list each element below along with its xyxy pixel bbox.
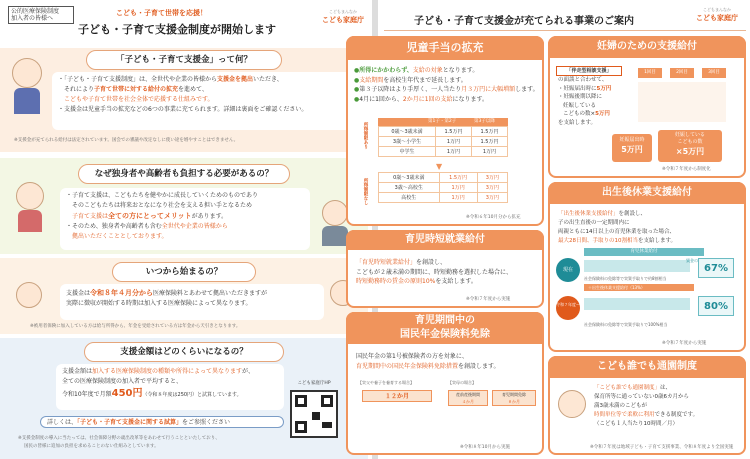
right-agency-logo: こどもまんなか こども家庭庁 (696, 7, 738, 22)
answer-when: 支援金は令和８年４月分から医療保険料とあわせて拠出いただきますが 実際に徴収が開始する時期は加入する医療保険によって異なります。 (60, 284, 324, 320)
left-page (0, 0, 372, 459)
note-what: ※支援金が充てられる給付は法定されています。国会での審議や改定なしに使い途を増やすことはできません。 (14, 138, 239, 143)
step-1: 1回目 (638, 68, 662, 78)
child-illustration (558, 390, 586, 418)
right-title: 子ども・子育て支援金が充てられる事業のご案内 (414, 16, 634, 27)
audience-tag: 公的医療保険制度 加入者の皆様へ (8, 6, 74, 24)
label-new: 令和７年度〜 (556, 296, 580, 320)
bar-new (584, 298, 690, 310)
ikuji-title: 育児時短就業給付 (346, 230, 544, 250)
step-2: 2回目 (670, 68, 694, 78)
question-what: 「子ども・子育て支援金」って何？ (86, 50, 282, 70)
answer-how-much: 支援金額は加入する医療保険制度の種類や所得によって異なりますが、 全ての医療保険制度の加入者で平均すると、 令和10年度で月額450円（令和８年度は250円）と試算しています。 (56, 364, 284, 410)
details-link[interactable]: 詳しくは、「子ども・子育て支援金に関する試算」をご参照ください (40, 416, 284, 428)
table-row: 中学生 1万円 1万円 (379, 147, 508, 157)
note-when: ※被用者保険に加入している方は給与所得から、年金を受給されている方は年金から天引きとなります。 (30, 324, 241, 329)
elderly-body-illustration (322, 226, 348, 246)
qr-caption: こども家庭庁HP (297, 381, 331, 386)
pct-new: 80% (698, 296, 734, 316)
table-row: 3歳〜高校生 1万円 3万円 (379, 183, 508, 193)
ninpu-note: ※令和７年度から制度化 (662, 167, 711, 172)
tsuen-note: ※令和７年度は地域子ども・子育て支援事業、令和８年度より全国実施 (590, 445, 734, 450)
woman-body-illustration (18, 210, 42, 232)
bar-head: 育児休業給付 (584, 248, 704, 256)
question-why: なぜ独身者や高齢者も負担する必要があるの？ (78, 164, 290, 184)
steps-illustration (638, 82, 726, 122)
table-row: 0歳〜3歳未満 1.5万円 3万円 (379, 173, 508, 183)
arrow-down-icon: ▼ (436, 162, 443, 171)
header-title: 子ども・子育て支援金制度が開始します (78, 23, 276, 36)
exemption-bar-father: １２か月 (362, 390, 432, 402)
kokunen-title: 育児期間中の 国民年金保険料免除 (346, 312, 544, 344)
tsuen-title: こども誰でも通園制度 (548, 356, 746, 378)
bar-new-label: ＋出生後休業支援給付（13%） (584, 284, 694, 291)
jidou-title: 児童手当の拡充 (346, 36, 544, 60)
exemption-bar-perinatal: 産前産後期間 ４か月 (448, 390, 488, 406)
section-ikuji: 育児時短就業給付 「育児時短就業給付」を創設し、 こどもが２歳未満の期間に、時短勤務を選択した場合に、 時短勤務時の賃金の原則10%を支給します。 ※令和７年度から実施 (346, 230, 544, 308)
table-row: 3歳〜小学生 1万円 1.5万円 (379, 137, 508, 147)
benefit-box-a: 妊娠届出時 5万円 (612, 134, 652, 162)
woman-illustration (16, 182, 44, 210)
table-after (378, 172, 508, 203)
man-illustration (12, 58, 42, 88)
shussei-title: 出生後休業支援給付 (548, 182, 746, 204)
section-tsuen: こども誰でも通園制度 「こども誰でも通園制度」は、 保育所等に通っていない0歳6カ月から 満3歳未満のこどもが 時間単位等で柔軟に利用できる制度です。 （こども１人当たり10時間／月） ※令和７年度は地域子ども・子育て支援事業、令和８年度より全国実施 (548, 356, 746, 455)
jidou-note: ※令和６年10月分から拡充 (466, 215, 521, 220)
section-jidou: 児童手当の拡充 ●所得にかかわらず、支給の対象となります。 ●支給期間を高校生年代まで延長します。 ●第３子以降はより手厚く、一人当たり月３万円に大幅増額します。 ●4月に1回から、2か月に1回の支給になります。 所得制限あり 所得制限なし 第1子・第2子 第3子以降 0歳〜3歳未満 1.5万円 1.5万円 3歳〜小学生 1万円 1.5万円 中学生 1万円 1万円 ▼ 0歳〜3歳未満 1.5万円 3万円 3歳〜高校生 1万円 3万円 高校生 1万円 3万円 ※令和６年10月分から拡充 (346, 36, 544, 226)
qr-code[interactable] (290, 390, 338, 438)
title-rule (384, 30, 746, 31)
elderly-illustration (322, 200, 348, 226)
table-before (378, 126, 508, 157)
label-limit-yes: 所得制限あり (363, 122, 368, 149)
table-row: 高校生 1万円 3万円 (379, 193, 508, 203)
ninpu-title: 妊婦のための支援給付 (548, 36, 746, 58)
consult-box: 「伴走型相談支援」 (556, 66, 622, 76)
note-how-much-2: 国民の皆様に追加の負担を求めることのない仕組みとしています。 (24, 444, 159, 449)
answer-what: ・「子ども・子育て支援制度」は、全世代や企業の皆様から支援金を拠出いただき、 それにより子育て世帯に対する給付の拡充を進めて、 こどもや子育て世帯を社会全体で応援する仕組みです。 ・支援金は児童手当の拡充などの6つの事業に充てられます。詳細は裏面をご確認ください。 (52, 72, 364, 130)
ikuji-note: ※令和７年度から実施 (466, 297, 511, 302)
person-illustration (16, 282, 42, 308)
header-subtitle: こども・子育て世帯を応援！ (116, 9, 207, 17)
section-ninpu: 妊婦のための支援給付 「伴走型相談支援」 の面談と合わせて、 ・妊娠届出時に5万円 ・妊娠後期以降に 妊娠している こどもの数×5万円 を支給します。 1回目 2回目 3回目 妊娠届出時 5万円 妊娠している こどもの数 ×5万円 ※令和７年度から制度化 (548, 36, 746, 178)
question-when: いつから始まるの？ (112, 262, 256, 282)
label-limit-no: 所得制限なし (363, 178, 368, 205)
benefit-box-b: 妊娠している こどもの数 ×5万円 (658, 130, 722, 162)
right-page (354, 0, 750, 459)
agency-logo: こどもまんなか こども家庭庁 (322, 9, 364, 24)
bar-now (584, 260, 690, 272)
step-3: 3回目 (702, 68, 726, 78)
shussei-note: ※令和７年度から実施 (662, 341, 707, 346)
table-row: 0歳〜3歳未満 1.5万円 1.5万円 (379, 127, 508, 137)
label-now: 現在 (556, 258, 580, 282)
pct-now: 67% (698, 258, 734, 278)
kokunen-note: ※令和８年10月から実施 (460, 445, 510, 450)
section-kokunen: 育児期間中の 国民年金保険料免除 国民年金の第1号被保険者の方を対象に、 育児期間中の国民年金保険料免除措置を創設します。 【実父や養子を養育する場合】 １２か月 【実母の場合】 産前産後期間 ４か月 育児期間免除 ８か月 ※令和８年10月から実施 (346, 312, 544, 455)
section-shussei: 出生後休業支援給付 「出生後休業支援給付」を創設し、 子の出生直後の一定期間内に 両親ともに14日以上の育児休業を取った場合、 最大28日間、手取りの10割相当を支給します。 育児休業給付 現在 67% 賃金の 社会保険料の免除等で実質手取りで約8割相当 ＋出生後休業支援給付（13%） 令和７年度〜 80% 社会保険料の免除等で実質手取りで100%相当 ※令和７年度から実施 (548, 182, 746, 352)
exemption-bar-childcare: 育児期間免除 ８か月 (492, 390, 536, 406)
answer-why: ・子育て支援は、こどもたちを健やかに成長していくためのものであり そのこどもたちは将来おとなになり社会を支える担い手となるため 子育て支援は全ての方にとってメリットがあります。 ・そのため、独身者や高齢者も含む全世代や企業の皆様から 拠出いただくこととしております。 (60, 188, 310, 250)
table-header: 第1子・第2子 第3子以降 (378, 118, 508, 126)
man-body-illustration (14, 88, 40, 114)
note-how-much-1: ※支援金制度の導入に当たっては、社会保障分野の歳出改革等をあわせて行うことといたしており、 (18, 436, 220, 441)
question-how-much: 支援金額はどのくらいになるの？ (84, 342, 284, 362)
